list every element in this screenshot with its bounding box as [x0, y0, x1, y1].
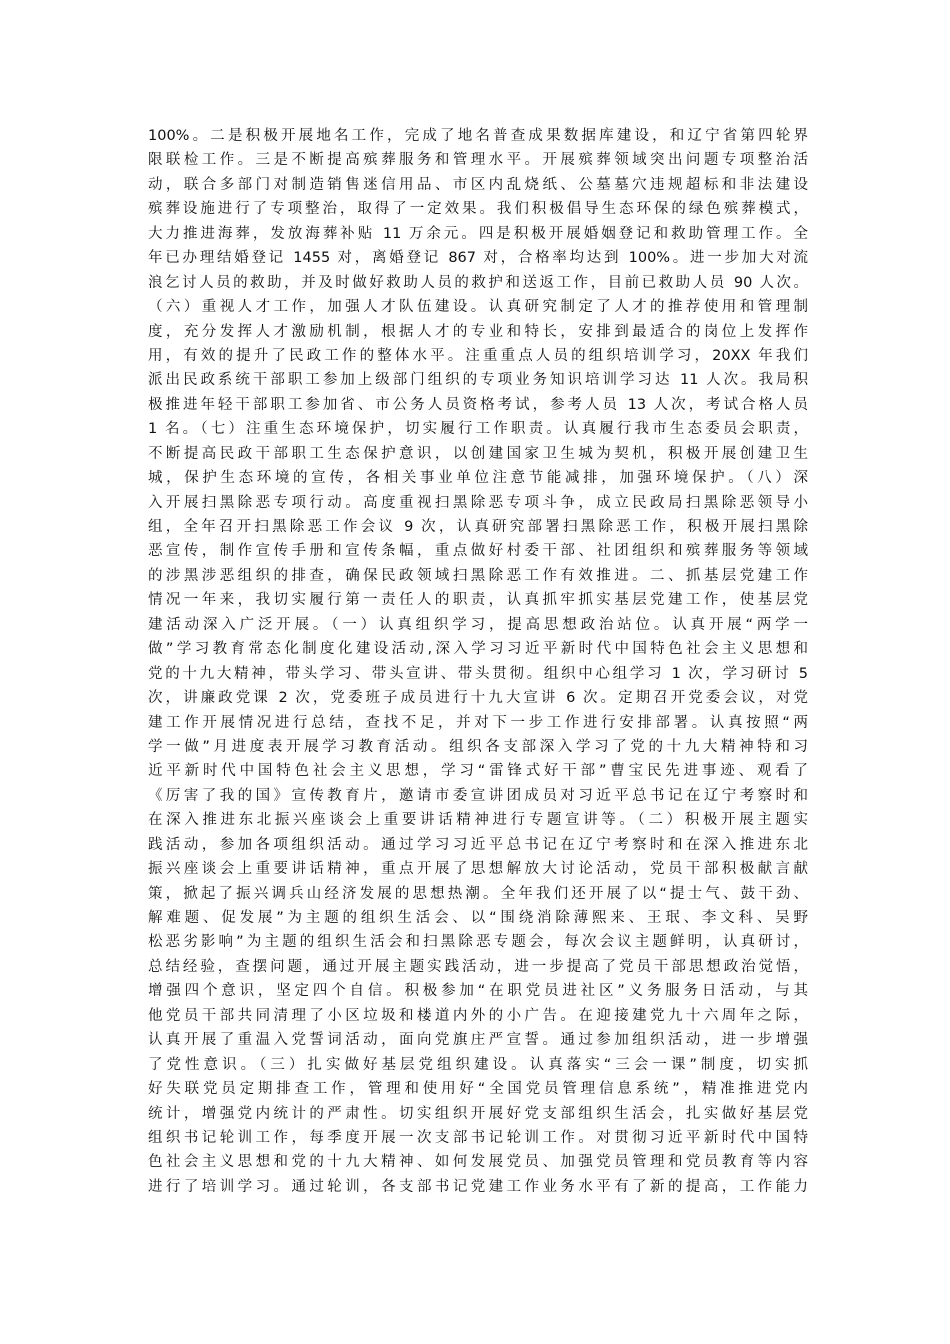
text-line: 色社会主义思想和党的十九大精神、如何发展党员、加强党员管理和党员教育等内容: [148, 1154, 808, 1171]
text-line: 做”学习教育常态化制度化建设活动,深入学习习近平新时代中国特色社会主义思想和: [148, 641, 808, 658]
text-line: 恶宣传，制作宣传手册和宣传条幅，重点做好村委干部、社团组织和殡葬服务等领域: [148, 543, 808, 560]
text-line: 1 名。（七）注重生态环境保护，切实履行工作职责。认真履行我市生态委员会职责，: [148, 421, 808, 438]
text-line: 建活动深入广泛开展。（一）认真组织学习，提高思想政治站位。认真开展“两学一: [148, 616, 808, 633]
text-line: 城，保护生态环境的宣传，各相关事业单位注意节能减排，加强环境保护。（八）深: [148, 470, 808, 487]
text-line: （六）重视人才工作，加强人才队伍建设。认真研究制定了人才的推荐使用和管理制: [148, 299, 808, 316]
text-line: 入开展扫黑除恶专项行动。高度重视扫黑除恶专项斗争，成立民政局扫黑除恶领导小: [148, 494, 808, 511]
text-line: 浪乞讨人员的救助，并及时做好救助人员的救护和送返工作，目前已救助人员 90 人次。: [148, 274, 808, 291]
text-line: 策，掀起了振兴调兵山经济发展的思想热潮。全年我们还开展了以“提士气、鼓干劲、: [148, 885, 808, 902]
text-line: 的涉黑涉恶组织的排查，确保民政领域扫黑除恶工作有效推进。二、抓基层党建工作: [148, 567, 808, 584]
text-line: 大力推进海葬，发放海葬补贴 11 万余元。四是积极开展婚姻登记和救助管理工作。全: [148, 225, 808, 242]
text-line: 组，全年召开扫黑除恶工作会议 9 次，认真研究部署扫黑除恶工作，积极开展扫黑除: [148, 519, 808, 535]
text-line: 度，充分发挥人才激励机制，根据人才的专业和特长，安排到最适合的岗位上发挥作: [148, 323, 808, 340]
text-line: 用，有效的提升了民政工作的整体水平。注重重点人员的组织培训学习，20XX 年我们: [148, 347, 808, 364]
text-line: 殡葬设施进行了专项整治，取得了一定效果。我们积极倡导生态环保的绿色殡葬模式，: [148, 201, 808, 218]
text-line: 在深入推进东北振兴座谈会上重要讲话精神进行专题宣讲等。（二）积极开展主题实: [148, 812, 808, 829]
text-line: 动，联合多部门对制造销售迷信用品、市区内乱烧纸、公墓墓穴违规超标和非法建设: [148, 176, 808, 193]
text-line: 100%。二是积极开展地名工作，完成了地名普查成果数据库建设，和辽宁省第四轮界: [148, 128, 808, 144]
text-line: 近平新时代中国特色社会主义思想，学习“雷锋式好干部”曹宝民先进事迹、观看了: [148, 763, 808, 780]
text-line: 践活动，参加各项组织活动。通过学习习近平总书记在辽宁考察时和在深入推进东北: [148, 836, 808, 853]
text-line: 统计，增强党内统计的严肃性。切实组织开展好党支部组织生活会，扎实做好基层党: [148, 1105, 808, 1122]
text-line: 增强四个意识，坚定四个自信。积极参加“在职党员进社区”义务服务日活动，与其: [148, 983, 808, 1000]
text-line: 了党性意识。（三）扎实做好基层党组织建设。认真落实“三会一课”制度，切实抓: [148, 1056, 808, 1073]
text-line: 振兴座谈会上重要讲话精神，重点开展了思想解放大讨论活动，党员干部积极献言献: [148, 861, 808, 878]
text-line: 不断提高民政干部职工生态保护意识，以创建国家卫生城为契机，积极开展创建卫生: [148, 445, 808, 462]
text-line: 党的十九大精神，带头学习、带头宣讲、带头贯彻。组织中心组学习 1 次，学习研讨 5: [148, 665, 808, 682]
text-line: 认真开展了重温入党誓词活动，面向党旗庄严宣誓。通过参加组织活动，进一步增强: [148, 1032, 808, 1049]
text-line: 组织书记轮训工作，每季度开展一次支部书记轮训工作。对贯彻习近平新时代中国特: [148, 1129, 808, 1146]
text-line: 好失联党员定期排查工作，管理和使用好“全国党员管理信息系统”，精准推进党内: [148, 1081, 808, 1098]
text-line: 总结经验，查摆问题，通过开展主题实践活动，进一步提高了党员干部思想政治觉悟，: [148, 958, 808, 975]
text-line: 松恶劣影响”为主题的组织生活会和扫黑除恶专题会，每次会议主题鲜明，认真研讨，: [148, 934, 808, 951]
text-line: 派出民政系统干部职工参加上级部门组织的专项业务知识培训学习达 11 人次。我局积: [148, 372, 808, 389]
body-text: [148, 124, 808, 1199]
text-line: 他党员干部共同清理了小区垃圾和楼道内外的小广告。在迎接建党九十六周年之际，: [148, 1007, 808, 1024]
text-line: 解难题、促发展”为主题的组织生活会、以“围绕消除薄熙来、王珉、李文科、吴野: [148, 910, 808, 926]
text-line: 年已办理结婚登记 1455 对，离婚登记 867 对，合格率均达到 100%。进一步加大对流: [148, 250, 808, 267]
text-line: 《厉害了我的国》宣传教育片，邀请市委宣讲团成员对习近平总书记在辽宁考察时和: [148, 787, 808, 804]
text-line: 限联检工作。三是不断提高殡葬服务和管理水平。开展殡葬领域突出问题专项整治活: [148, 152, 808, 169]
text-line: 极推进年轻干部职工参加省、市公务人员资格考试，参考人员 13 人次，考试合格人员: [148, 396, 808, 413]
text-line: 学一做”月进度表开展学习教育活动。组织各支部深入学习了党的十九大精神特和习: [148, 738, 808, 755]
text-line: 建工作开展情况进行总结，查找不足，并对下一步工作进行安排部署。认真按照“两: [148, 714, 808, 731]
text-line: 次，讲廉政党课 2 次，党委班子成员进行十九大宣讲 6 次。定期召开党委会议，对党: [148, 690, 808, 707]
text-line: 情况一年来，我切实履行第一责任人的职责，认真抓牢抓实基层党建工作，使基层党: [148, 592, 808, 609]
text-line: 进行了培训学习。通过轮训，各支部书记党建工作业务水平有了新的提高，工作能力: [148, 1178, 808, 1195]
